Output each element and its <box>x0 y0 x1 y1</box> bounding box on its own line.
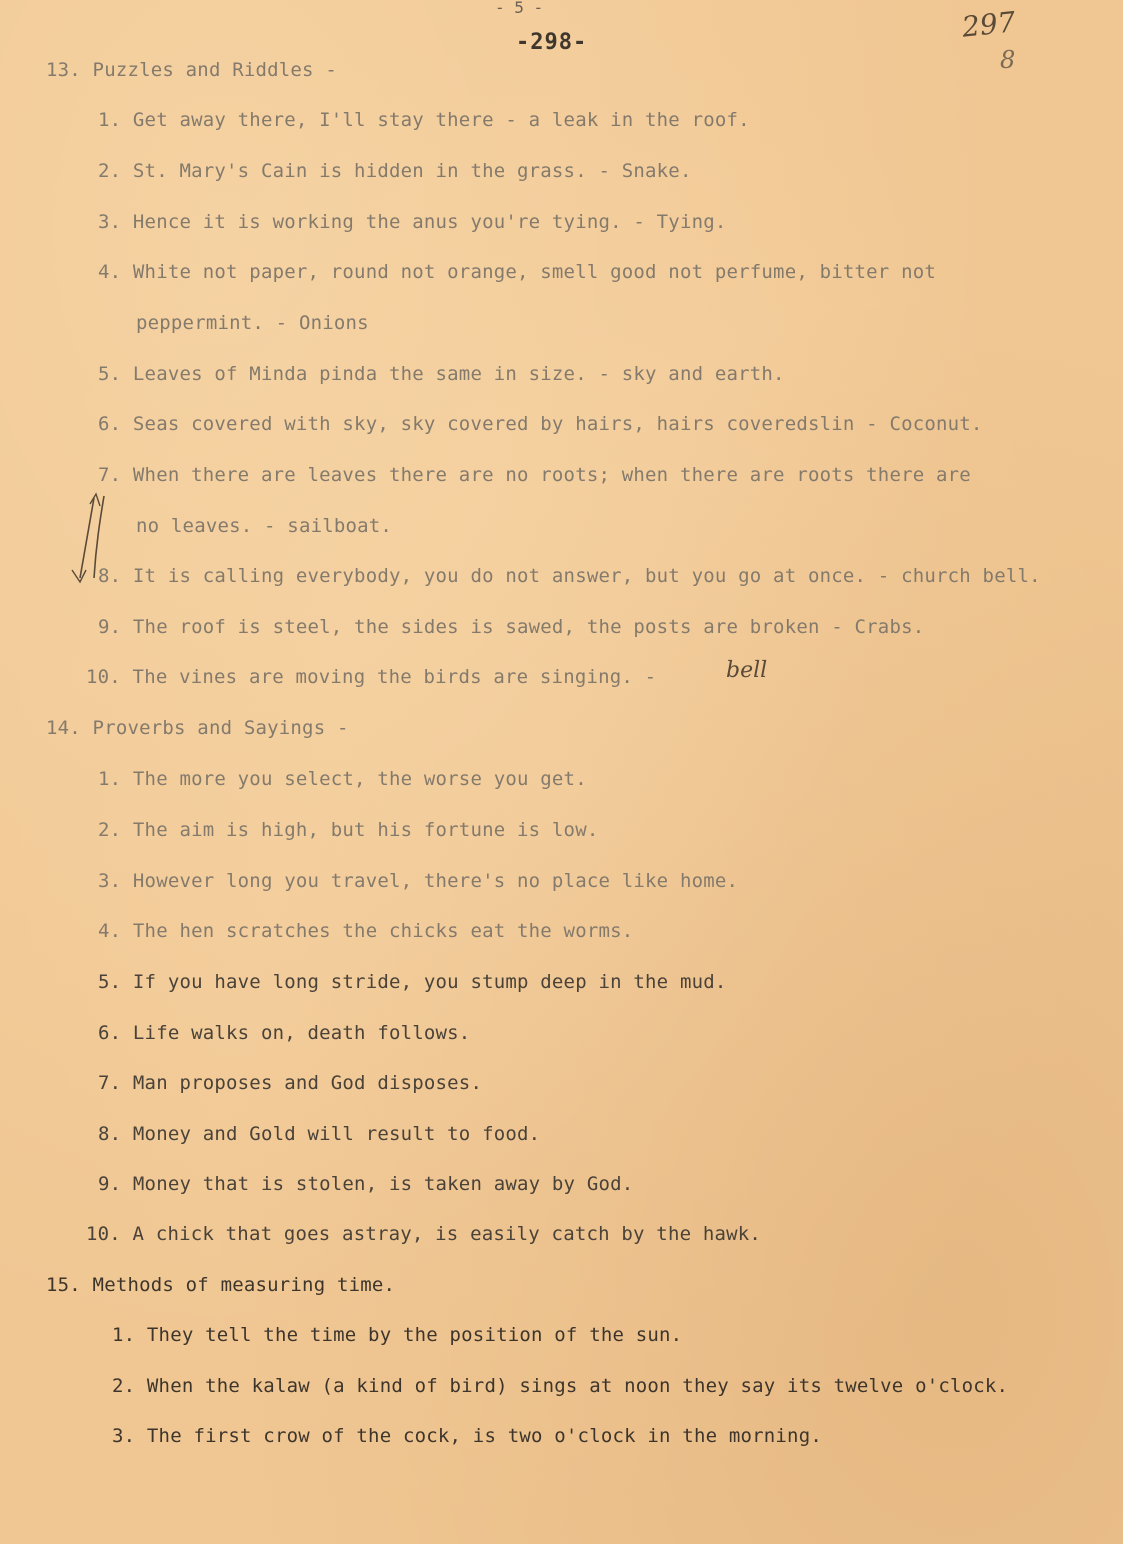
proverb-line: 4. The hen scratches the chicks eat the worms. <box>98 920 634 942</box>
handwritten-answer: bell <box>726 658 768 683</box>
section-heading-puzzles: 13. Puzzles and Riddles - <box>46 59 337 81</box>
proverb-line: 6. Life walks on, death follows. <box>98 1022 471 1044</box>
riddle-line: 10. The vines are moving the birds are singing. - <box>86 666 657 688</box>
time-method-line: 2. When the kalaw (a kind of bird) sings at noon they say its twelve o'clock. <box>112 1375 1009 1397</box>
riddle-line: 7. When there are leaves there are no roots; when there are roots there are <box>98 464 971 486</box>
riddle-line-continuation: peppermint. - Onions <box>136 312 369 334</box>
page-number: -298- <box>516 30 588 55</box>
section-heading-proverbs: 14. Proverbs and Sayings - <box>46 717 349 739</box>
proverb-line: 10. A chick that goes astray, is easily catch by the hawk. <box>86 1223 762 1245</box>
riddle-line: 2. St. Mary's Cain is hidden in the grass. - Snake. <box>98 160 692 182</box>
proverb-line: 7. Man proposes and God disposes. <box>98 1072 483 1094</box>
proverb-line: 9. Money that is stolen, is taken away by God. <box>98 1173 634 1195</box>
top-mark: - 5 - <box>495 0 544 17</box>
riddle-line: 6. Seas covered with sky, sky covered by hairs, hairs coveredslin - Coconut. <box>98 413 983 435</box>
handwritten-sub-number: 8 <box>1000 46 1016 74</box>
riddle-line: 5. Leaves of Minda pinda the same in size. - sky and earth. <box>98 363 785 385</box>
riddle-line-continuation: no leaves. - sailboat. <box>136 515 393 537</box>
time-method-line: 3. The first crow of the cock, is two o'clock in the morning. <box>112 1425 822 1447</box>
proverb-line: 8. Money and Gold will result to food. <box>98 1123 541 1145</box>
proverb-line: 3. However long you travel, there's no place like home. <box>98 870 739 892</box>
time-method-line: 1. They tell the time by the position of the sun. <box>112 1324 683 1346</box>
riddle-line: 8. It is calling everybody, you do not answer, but you go at once. - church bell. <box>98 565 1041 587</box>
handwritten-page-number: 297 <box>960 5 1018 44</box>
section-heading-time: 15. Methods of measuring time. <box>46 1274 396 1296</box>
proverb-line: 2. The aim is high, but his fortune is low. <box>98 819 599 841</box>
proverb-line: 1. The more you select, the worse you get. <box>98 768 587 790</box>
riddle-line: 9. The roof is steel, the sides is sawed, the posts are broken - Crabs. <box>98 616 925 638</box>
handwritten-arrow-mark <box>50 490 120 590</box>
riddle-line: 1. Get away there, I'll stay there - a leak in the roof. <box>98 109 750 131</box>
riddle-line: 4. White not paper, round not orange, smell good not perfume, bitter not <box>98 261 937 283</box>
riddle-line: 3. Hence it is working the anus you're tying. - Tying. <box>98 211 727 233</box>
proverb-line: 5. If you have long stride, you stump deep in the mud. <box>98 971 727 993</box>
